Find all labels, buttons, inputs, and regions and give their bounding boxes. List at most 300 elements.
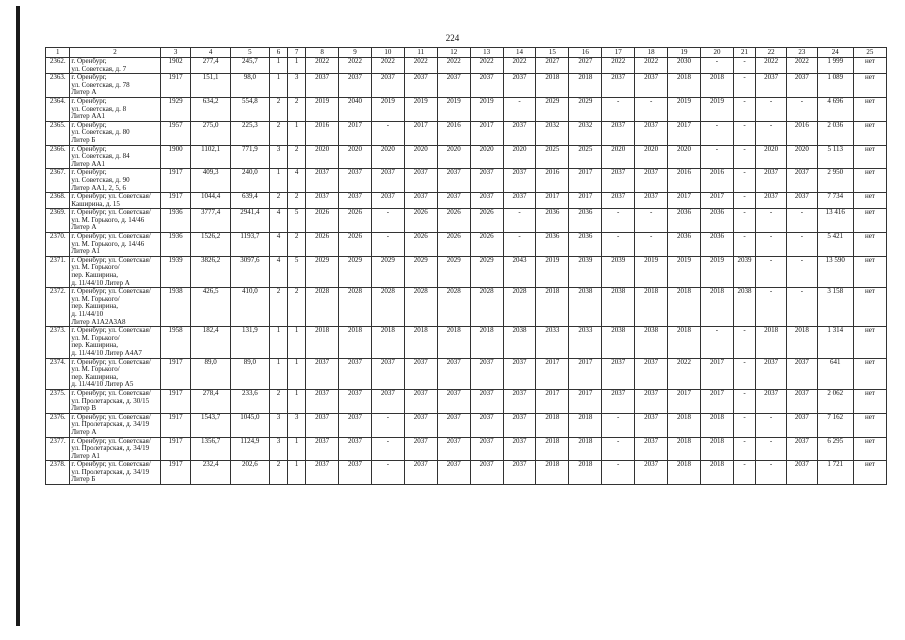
table-cell: 2029: [339, 256, 372, 287]
table-cell: 5: [288, 256, 306, 287]
table-cell: 2037: [339, 461, 372, 485]
table-cell: -: [602, 209, 635, 233]
table-cell: 2037: [635, 389, 668, 413]
table-cell: 182,4: [191, 327, 230, 358]
table-cell: 2029: [470, 256, 503, 287]
table-cell: -: [733, 413, 755, 437]
table-cell: нет: [853, 389, 886, 413]
table-cell: 2018: [700, 413, 733, 437]
table-cell: -: [602, 437, 635, 461]
table-cell: 2038: [602, 327, 635, 358]
table-cell: нет: [853, 74, 886, 98]
table-cell: 2018: [668, 437, 701, 461]
table-cell: -: [733, 74, 755, 98]
table-cell: 2037: [786, 358, 817, 389]
table-cell: 2037: [404, 358, 437, 389]
table-cell: 2037: [786, 169, 817, 193]
table-cell: 2016: [668, 169, 701, 193]
table-cell: 2028: [306, 288, 339, 327]
table-cell: 4: [270, 256, 288, 287]
table-cell: 89,0: [230, 358, 269, 389]
table-cell: 2019: [437, 97, 470, 121]
column-header-1: 1: [46, 48, 70, 58]
table-cell: 2026: [339, 209, 372, 233]
table-cell: 275,0: [191, 121, 230, 145]
table-cell: 2037: [371, 193, 404, 209]
table-cell: 1917: [160, 461, 191, 485]
table-cell: 2029: [371, 256, 404, 287]
table-cell: 2026: [404, 233, 437, 257]
address-cell: г. Оренбург, ул. Советская/ ул. Пролетарская, д. 34/19 Литер А1: [70, 437, 160, 461]
table-cell: 2037: [306, 413, 339, 437]
table-cell: 1917: [160, 74, 191, 98]
table-cell: 2036: [536, 209, 569, 233]
table-cell: 2037: [503, 413, 536, 437]
table-cell: -: [733, 233, 755, 257]
table-cell: 2018: [700, 74, 733, 98]
table-cell: 2038: [602, 288, 635, 327]
table-cell: 2037: [786, 413, 817, 437]
table-cell: 225,3: [230, 121, 269, 145]
table-cell: -: [733, 461, 755, 485]
table-cell: 2020: [306, 145, 339, 169]
table-cell: -: [733, 437, 755, 461]
table-cell: 2019: [700, 256, 733, 287]
table-cell: 2017: [569, 169, 602, 193]
table-cell: 641: [817, 358, 853, 389]
table-cell: нет: [853, 209, 886, 233]
table-cell: 2037: [404, 437, 437, 461]
table-cell: 2: [270, 121, 288, 145]
address-cell: г. Оренбург, ул. Советская, д. 7: [70, 58, 160, 74]
table-cell: 2026: [470, 209, 503, 233]
table-cell: 1: [288, 121, 306, 145]
table-cell: 2037: [503, 461, 536, 485]
table-cell: 2018: [700, 437, 733, 461]
table-cell: 2037: [437, 461, 470, 485]
table-cell: 1 721: [817, 461, 853, 485]
table-cell: 2037: [437, 389, 470, 413]
table-cell: 2017: [404, 121, 437, 145]
table-row: [46, 461, 887, 485]
table-cell: 4: [288, 169, 306, 193]
table-cell: 2037: [404, 413, 437, 437]
table-cell: 2018: [536, 461, 569, 485]
address-cell: г. Оренбург, ул. Советская, д. 78 Литер А: [70, 74, 160, 98]
table-cell: 2020: [339, 145, 372, 169]
table-cell: 2018: [569, 437, 602, 461]
table-cell: 2026: [437, 233, 470, 257]
table-cell: 1 314: [817, 327, 853, 358]
table-cell: 2020: [470, 145, 503, 169]
table-cell: 2018: [536, 74, 569, 98]
table-cell: 1957: [160, 121, 191, 145]
table-cell: 1543,7: [191, 413, 230, 437]
table-cell: 2022: [756, 58, 787, 74]
table-cell: 2026: [470, 233, 503, 257]
table-cell: 2016: [306, 121, 339, 145]
table-cell: 2037: [503, 193, 536, 209]
table-cell: 2037: [470, 437, 503, 461]
row-number-cell: 2364.: [46, 97, 70, 121]
address-cell: г. Оренбург, ул. Советская, д. 8 Литер АА1: [70, 97, 160, 121]
table-cell: 2022: [602, 58, 635, 74]
table-cell: 2017: [339, 121, 372, 145]
address-cell: г. Оренбург, ул. Советская/ ул. М. Горького, д. 14/46 Литер А: [70, 209, 160, 233]
table-cell: -: [602, 461, 635, 485]
table-cell: нет: [853, 358, 886, 389]
table-cell: 2028: [437, 288, 470, 327]
column-header-22: 22: [756, 48, 787, 58]
table-cell: 2022: [470, 58, 503, 74]
table-cell: 2037: [602, 389, 635, 413]
table-cell: 1102,1: [191, 145, 230, 169]
table-cell: 2028: [371, 288, 404, 327]
table-cell: 2018: [404, 327, 437, 358]
address-cell: г. Оренбург, ул. Советская/ ул. Пролетарская, д. 34/19 Литер А: [70, 413, 160, 437]
table-cell: 2018: [306, 327, 339, 358]
table-cell: 3: [288, 413, 306, 437]
table-cell: 2037: [470, 74, 503, 98]
table-cell: -: [602, 413, 635, 437]
table-cell: 2017: [536, 358, 569, 389]
table-cell: 2016: [536, 169, 569, 193]
address-cell: г. Оренбург, ул. Советская, д. 90 Литер АА1, 2, 5, 6: [70, 169, 160, 193]
building-registry-table: [45, 47, 887, 485]
table-cell: 2037: [306, 193, 339, 209]
row-number-cell: 2376.: [46, 413, 70, 437]
table-row: [46, 413, 887, 437]
table-cell: -: [602, 233, 635, 257]
address-cell: г. Оренбург, ул. Советская/ ул. М. Горького/ пер. Каширина, д. 11/44/10 Литер А4А7: [70, 327, 160, 358]
table-cell: 1: [288, 389, 306, 413]
table-cell: -: [733, 58, 755, 74]
table-row: [46, 121, 887, 145]
table-cell: 2028: [339, 288, 372, 327]
table-cell: -: [503, 209, 536, 233]
table-cell: 2941,4: [230, 209, 269, 233]
page-number: 224: [445, 33, 460, 43]
column-header-8: 8: [306, 48, 339, 58]
table-cell: 2029: [536, 97, 569, 121]
table-cell: 2020: [503, 145, 536, 169]
column-header-19: 19: [668, 48, 701, 58]
table-cell: нет: [853, 97, 886, 121]
table-cell: 1958: [160, 327, 191, 358]
table-cell: 2037: [503, 358, 536, 389]
table-row: [46, 288, 887, 327]
table-cell: 4: [270, 233, 288, 257]
table-cell: 2036: [536, 233, 569, 257]
table-cell: 2022: [371, 58, 404, 74]
table-cell: 1917: [160, 413, 191, 437]
table-cell: -: [733, 169, 755, 193]
table-cell: 2022: [306, 58, 339, 74]
table-cell: нет: [853, 121, 886, 145]
column-header-12: 12: [437, 48, 470, 58]
table-cell: 1902: [160, 58, 191, 74]
table-cell: 1045,0: [230, 413, 269, 437]
table-cell: 2036: [569, 209, 602, 233]
table-cell: 7 734: [817, 193, 853, 209]
table-cell: 1 089: [817, 74, 853, 98]
table-cell: 2029: [437, 256, 470, 287]
table-cell: 4: [270, 209, 288, 233]
table-cell: 2037: [786, 193, 817, 209]
table-cell: 2018: [470, 327, 503, 358]
row-number-cell: 2378.: [46, 461, 70, 485]
table-cell: 2017: [700, 389, 733, 413]
table-cell: 1: [270, 327, 288, 358]
table-cell: 2037: [503, 121, 536, 145]
table-cell: -: [756, 288, 787, 327]
table-cell: -: [756, 233, 787, 257]
table-cell: 2037: [437, 437, 470, 461]
row-number-cell: 2368.: [46, 193, 70, 209]
table-cell: -: [733, 209, 755, 233]
table-cell: -: [700, 145, 733, 169]
table-row: [46, 358, 887, 389]
table-cell: 2026: [437, 209, 470, 233]
table-cell: -: [756, 256, 787, 287]
table-cell: 2022: [503, 58, 536, 74]
table-cell: 2017: [569, 193, 602, 209]
table-row: [46, 145, 887, 169]
table-cell: 2017: [700, 358, 733, 389]
table-cell: нет: [853, 58, 886, 74]
table-cell: 2037: [470, 193, 503, 209]
table-cell: -: [756, 437, 787, 461]
table-cell: -: [756, 413, 787, 437]
table-cell: 2019: [668, 97, 701, 121]
table-cell: нет: [853, 327, 886, 358]
table-cell: 2037: [371, 74, 404, 98]
table-cell: нет: [853, 145, 886, 169]
table-cell: -: [371, 437, 404, 461]
table-cell: 240,0: [230, 169, 269, 193]
table-cell: 2036: [569, 233, 602, 257]
row-number-cell: 2373.: [46, 327, 70, 358]
table-cell: 2037: [602, 358, 635, 389]
column-header-18: 18: [635, 48, 668, 58]
column-header-17: 17: [602, 48, 635, 58]
table-cell: 232,4: [191, 461, 230, 485]
table-cell: 2: [270, 288, 288, 327]
table-cell: -: [602, 97, 635, 121]
table-cell: -: [503, 97, 536, 121]
table-cell: 2017: [668, 121, 701, 145]
table-cell: -: [733, 193, 755, 209]
column-header-9: 9: [339, 48, 372, 58]
table-cell: 4 696: [817, 97, 853, 121]
table-cell: 5 113: [817, 145, 853, 169]
table-row: [46, 169, 887, 193]
table-cell: 2018: [668, 327, 701, 358]
table-cell: 2037: [756, 358, 787, 389]
table-cell: 2019: [404, 97, 437, 121]
table-cell: 2038: [733, 288, 755, 327]
table-cell: 1917: [160, 169, 191, 193]
table-cell: 2037: [635, 437, 668, 461]
table-cell: -: [503, 233, 536, 257]
table-cell: 2018: [339, 327, 372, 358]
table-cell: 2039: [569, 256, 602, 287]
table-cell: 131,9: [230, 327, 269, 358]
column-header-24: 24: [817, 48, 853, 58]
table-cell: 2017: [536, 389, 569, 413]
table-cell: 2019: [306, 97, 339, 121]
table-cell: 2022: [339, 58, 372, 74]
table-cell: 2037: [404, 389, 437, 413]
table-cell: 2018: [756, 327, 787, 358]
column-header-2: 2: [70, 48, 160, 58]
table-row: [46, 233, 887, 257]
table-cell: -: [371, 209, 404, 233]
table-cell: 2018: [536, 413, 569, 437]
table-row: [46, 389, 887, 413]
table-row: [46, 58, 887, 74]
column-header-13: 13: [470, 48, 503, 58]
table-cell: нет: [853, 169, 886, 193]
table-cell: 2018: [635, 288, 668, 327]
table-cell: 2037: [437, 169, 470, 193]
table-cell: 2037: [339, 193, 372, 209]
table-cell: -: [786, 97, 817, 121]
table-cell: 1938: [160, 288, 191, 327]
table-cell: 1: [288, 461, 306, 485]
table-cell: 1: [288, 358, 306, 389]
table-cell: -: [756, 209, 787, 233]
row-number-cell: 2366.: [46, 145, 70, 169]
table-cell: -: [786, 209, 817, 233]
table-cell: 2018: [536, 288, 569, 327]
table-cell: 3777,4: [191, 209, 230, 233]
table-cell: -: [786, 233, 817, 257]
table-cell: 2: [270, 461, 288, 485]
table-cell: 2037: [437, 413, 470, 437]
table-cell: 277,4: [191, 58, 230, 74]
table-cell: нет: [853, 193, 886, 209]
table-cell: -: [786, 256, 817, 287]
table-row: [46, 437, 887, 461]
table-cell: 2037: [437, 193, 470, 209]
row-number-cell: 2363.: [46, 74, 70, 98]
table-cell: 771,9: [230, 145, 269, 169]
table-cell: 2037: [404, 193, 437, 209]
table-cell: 2040: [339, 97, 372, 121]
table-cell: 2037: [437, 74, 470, 98]
table-cell: 2033: [536, 327, 569, 358]
table-cell: нет: [853, 437, 886, 461]
address-cell: г. Оренбург, ул. Советская/ Каширина, д. 15: [70, 193, 160, 209]
table-cell: 1526,2: [191, 233, 230, 257]
table-cell: 2020: [786, 145, 817, 169]
table-cell: 2020: [371, 145, 404, 169]
table-cell: 2020: [404, 145, 437, 169]
table-cell: 2: [270, 389, 288, 413]
table-cell: 1917: [160, 437, 191, 461]
table-cell: 1: [270, 358, 288, 389]
table-cell: 2027: [536, 58, 569, 74]
table-cell: 2043: [503, 256, 536, 287]
table-cell: 1: [288, 437, 306, 461]
table-cell: 2037: [404, 461, 437, 485]
address-cell: г. Оренбург, ул. Советская, д. 80 Литер Б: [70, 121, 160, 145]
table-cell: 1044,4: [191, 193, 230, 209]
table-cell: нет: [853, 288, 886, 327]
table-cell: 2037: [339, 413, 372, 437]
table-cell: 2018: [668, 74, 701, 98]
table-cell: 2037: [470, 169, 503, 193]
table-cell: 2037: [339, 169, 372, 193]
table-cell: 2038: [569, 288, 602, 327]
table-cell: 1124,9: [230, 437, 269, 461]
table-cell: нет: [853, 413, 886, 437]
table-cell: 2037: [306, 169, 339, 193]
table-cell: 2037: [470, 358, 503, 389]
table-cell: 2022: [404, 58, 437, 74]
table-cell: 2037: [786, 437, 817, 461]
table-cell: 3: [270, 437, 288, 461]
table-cell: 2030: [668, 58, 701, 74]
table-cell: 2018: [786, 327, 817, 358]
table-cell: 1: [270, 74, 288, 98]
row-number-cell: 2362.: [46, 58, 70, 74]
address-cell: г. Оренбург, ул. Советская/ ул. М. Горького/ пер. Каширина, д. 11/44/10 Литер А1А2А3А8: [70, 288, 160, 327]
scan-border-line: [16, 6, 20, 626]
table-cell: нет: [853, 233, 886, 257]
table-cell: 2028: [404, 288, 437, 327]
table-cell: 2028: [503, 288, 536, 327]
table-cell: -: [733, 97, 755, 121]
table-cell: 1917: [160, 193, 191, 209]
table-cell: 2: [288, 193, 306, 209]
table-cell: 89,0: [191, 358, 230, 389]
column-header-23: 23: [786, 48, 817, 58]
column-header-7: 7: [288, 48, 306, 58]
column-header-5: 5: [230, 48, 269, 58]
table-cell: 2036: [668, 209, 701, 233]
address-cell: г. Оренбург, ул. Советская/ ул. М. Горького/ пер. Каширина, д. 11/44/10 Литер А: [70, 256, 160, 287]
table-cell: 2022: [437, 58, 470, 74]
table-cell: 2018: [700, 288, 733, 327]
column-number-header-row: [46, 48, 887, 58]
table-cell: 3826,2: [191, 256, 230, 287]
table-row: [46, 74, 887, 98]
table-cell: 2037: [756, 74, 787, 98]
address-cell: г. Оренбург, ул. Советская/ ул. Пролетарская, д. 30/15 Литер В: [70, 389, 160, 413]
table-cell: 2036: [668, 233, 701, 257]
table-cell: -: [786, 288, 817, 327]
table-cell: 13 416: [817, 209, 853, 233]
table-cell: 1917: [160, 389, 191, 413]
table-cell: -: [733, 327, 755, 358]
table-cell: 5: [288, 209, 306, 233]
table-cell: -: [635, 233, 668, 257]
table-cell: 2026: [306, 209, 339, 233]
table-cell: 1: [270, 58, 288, 74]
table-cell: 2037: [339, 389, 372, 413]
table-cell: 2019: [371, 97, 404, 121]
table-cell: 2037: [503, 74, 536, 98]
column-header-25: 25: [853, 48, 886, 58]
table-cell: 2037: [371, 389, 404, 413]
table-cell: 3: [270, 413, 288, 437]
column-header-3: 3: [160, 48, 191, 58]
table-cell: 2037: [786, 389, 817, 413]
table-cell: -: [756, 97, 787, 121]
table-cell: 2018: [700, 461, 733, 485]
